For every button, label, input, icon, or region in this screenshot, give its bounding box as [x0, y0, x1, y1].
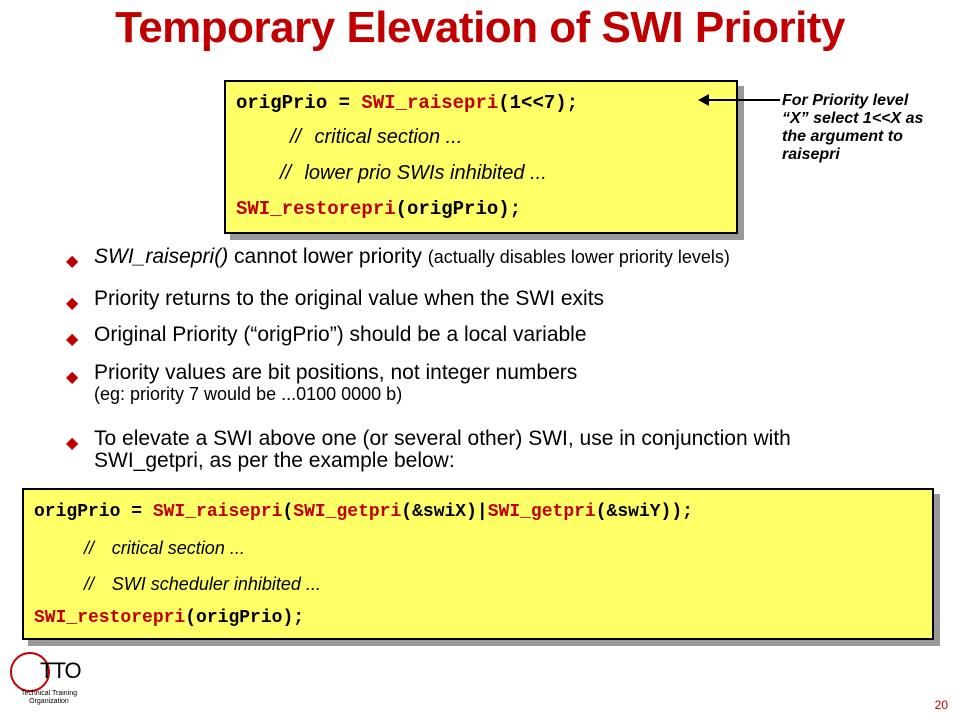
- code-function: SWI_raisepri: [361, 92, 499, 114]
- code-comment: lower prio SWIs inhibited ...: [304, 162, 547, 184]
- code-line-3: // lower prio SWIs inhibited ...: [280, 162, 547, 184]
- code-function: SWI_restorepri: [34, 608, 186, 628]
- code-line-1: [236, 92, 578, 114]
- code-comment: critical section ...: [111, 538, 245, 558]
- code-function: SWI_raisepri: [152, 502, 283, 522]
- logo-subtitle: Technical Training Organization: [20, 690, 78, 705]
- code-comment: SWI scheduler inhibited ...: [111, 574, 321, 594]
- code-line-4: SWI_restorepri(origPrio);: [34, 608, 305, 628]
- code-function: SWI_restorepri: [236, 198, 396, 220]
- slide-title: Temporary Elevation of SWI Priority: [115, 3, 845, 52]
- red-diamond-icon: ◆: [66, 253, 79, 270]
- red-diamond-icon: ◆: [66, 435, 79, 452]
- code-var: origPrio =: [236, 92, 362, 114]
- code-function: SWI_getpri: [487, 502, 596, 522]
- code-comment: critical section ...: [314, 126, 463, 148]
- code-function: SWI_getpri: [293, 502, 402, 522]
- side-note: For Priority level “X” select 1<<X as the argument to raisepri: [782, 92, 924, 163]
- code-box-bottom: [22, 488, 934, 640]
- red-diamond-icon: ◆: [66, 369, 79, 386]
- code-arg: (1<<7);: [498, 92, 579, 114]
- code-line-1: origPrio = SWI_raisepri(SWI_getpri(&swiX)|SWI_getpri(&swiY));: [34, 502, 693, 522]
- red-diamond-icon: ◆: [66, 295, 79, 312]
- code-line-2: // critical section ...: [84, 538, 245, 558]
- code-line-3: // SWI scheduler inhibited ...: [84, 574, 321, 594]
- red-diamond-icon: ◆: [66, 331, 79, 348]
- code-box-top: [224, 80, 738, 234]
- page-number: 20: [934, 698, 948, 712]
- code-arg: (origPrio);: [395, 198, 522, 220]
- code-line-4: [236, 198, 521, 220]
- tto-logo: TTO Technical Training Organization: [10, 650, 88, 712]
- arrow-left-icon: [696, 90, 782, 110]
- code-line-2: // critical section ...: [290, 126, 463, 148]
